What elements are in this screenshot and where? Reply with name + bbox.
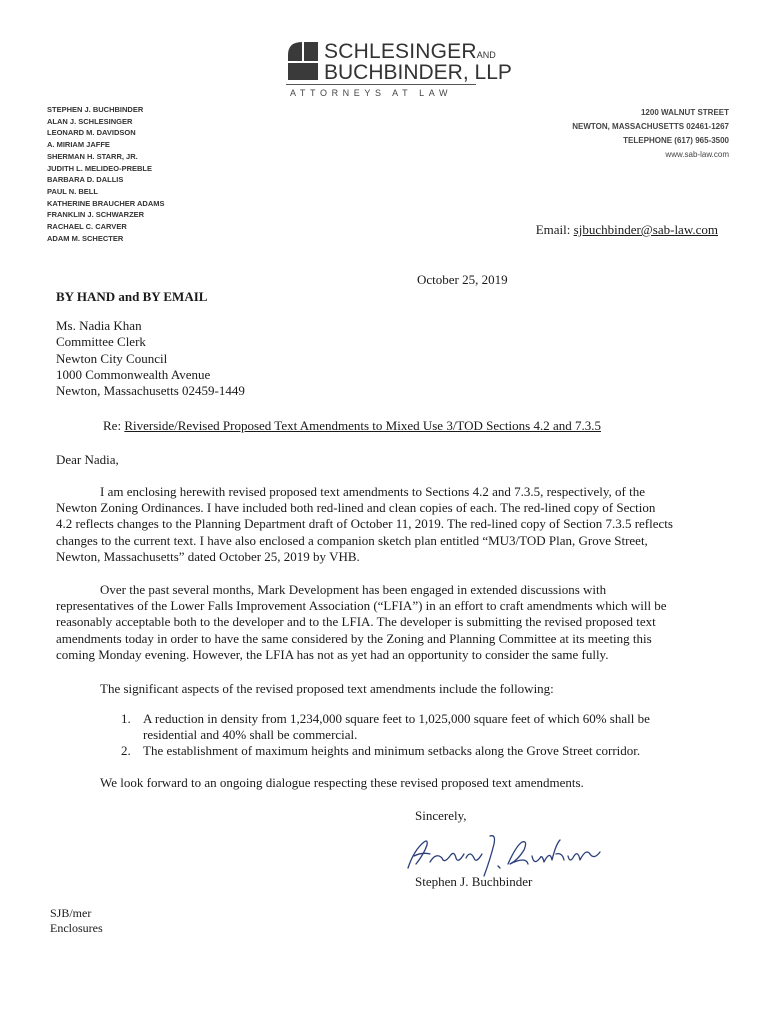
list-item [121, 711, 650, 743]
letter-date: October 25, 2019 [417, 272, 508, 287]
list-item-line: The establishment of maximum heights and minimum setbacks along the Grove Street corridor. [143, 743, 641, 759]
firm-tagline: ATTORNEYS AT LAW [290, 88, 453, 98]
paragraph-line: 4.2 reflects changes to the Planning Department draft of October 11, 2019. The red-lined copy of Section 7.3.5 reflects [56, 516, 673, 532]
firm-telephone: TELEPHONE (617) 965-3500 [623, 136, 729, 145]
attorney-name: LEONARD M. DAVIDSON [47, 128, 136, 138]
attorney-name: STEPHEN J. BUCHBINDER [47, 105, 144, 114]
list-number: 2. [121, 743, 131, 759]
list-number: 1. [121, 711, 131, 726]
body-paragraph-1 [56, 484, 716, 565]
attorney-name: JUDITH L. MELIDEO-PREBLE [47, 163, 153, 173]
handwritten-signature [400, 830, 605, 878]
attorney-name: FRANKLIN J. SCHWARZER [47, 210, 145, 220]
paragraph-line: Newton, Massachusetts” dated October 25, 2019 by VHB. [56, 548, 360, 564]
closing: Sincerely, [415, 808, 467, 823]
paragraph-line: coming Monday evening. However, the LFIA has not as yet had an opportunity to consider the same fully. [56, 646, 609, 662]
subject-label: Re: [103, 418, 122, 433]
firm-address-block [572, 106, 729, 162]
body-paragraph-3: The significant aspects of the revised proposed text amendments include the following: [100, 681, 554, 696]
paragraph-line: amendments today in order to have the same considered by the Zoning and Planning Committee at its meeting this [56, 630, 652, 646]
signer-name: Stephen J. Buchbinder [415, 874, 533, 889]
recipient-line: Newton, Massachusetts 02459-1449 [56, 383, 245, 399]
paragraph-line: I am enclosing herewith revised proposed text amendments to Sections 4.2 and 7.3.5, respectively, of the [100, 484, 646, 499]
email-link[interactable]: sjbuchbinder@sab-law.com [573, 222, 718, 237]
paragraph-line: changes to the current text. I have also enclosed a companion sketch plan entitled “MU3/TOD Plan, Grove Street, [56, 532, 648, 548]
body-paragraph-4: We look forward to an ongoing dialogue respecting these revised proposed text amendments. [100, 775, 584, 790]
typist-initials: SJB/mer [50, 906, 92, 920]
firm-logo-mark [286, 39, 320, 81]
reference-initials [50, 906, 103, 936]
firm-website[interactable]: www.sab-law.com [665, 150, 729, 159]
recipient-line: Newton City Council [56, 350, 168, 366]
attorney-name: BARBARA D. DALLIS [47, 175, 124, 185]
recipient-address [56, 318, 245, 399]
firm-street: 1200 WALNUT STREET [640, 108, 729, 117]
attorney-name: SHERMAN H. STARR, JR. [47, 151, 138, 161]
list-item-line: residential and 40% shall be commercial. [143, 727, 358, 743]
recipient-line: Ms. Nadia Khan [56, 318, 142, 333]
paragraph-line: reasonably acceptable both to the developer and to the LFIA. The developer is submitting the revised proposed text [56, 614, 656, 630]
attorney-name: ALAN J. SCHLESINGER [47, 116, 133, 126]
paragraph-line: Newton Zoning Ordinances. I have included both red-lined and clean copies of each. The red-lined copy of Section [56, 500, 656, 516]
logo-divider [286, 84, 476, 85]
recipient-line: Committee Clerk [56, 334, 146, 350]
attorney-name: PAUL N. BELL [47, 186, 98, 196]
body-paragraph-2 [56, 582, 716, 663]
firm-name-line1: SCHLESINGERAND [324, 40, 496, 63]
list-item [121, 743, 650, 759]
sender-email [536, 222, 718, 238]
paragraph-line: representatives of the Lower Falls Improvement Association (“LFIA”) in an effort to craft amendments which will be [56, 598, 667, 614]
recipient-line: 1000 Commonwealth Avenue [56, 366, 211, 382]
paragraph-line: Over the past several months, Mark Development has been engaged in extended discussions with [100, 582, 607, 597]
attorney-name: RACHAEL C. CARVER [47, 222, 127, 232]
firm-city: NEWTON, MASSACHUSETTS 02461-1267 [572, 122, 729, 131]
attorney-name: ADAM M. SCHECTER [47, 233, 124, 243]
subject-line [103, 418, 601, 434]
amendments-list [121, 711, 650, 760]
delivery-method: BY HAND and BY EMAIL [56, 289, 208, 304]
attorney-list [47, 104, 165, 244]
attorney-name: A. MIRIAM JAFFE [47, 140, 110, 150]
email-label: Email: [535, 222, 571, 237]
salutation: Dear Nadia, [56, 452, 119, 467]
enclosures-note: Enclosures [50, 921, 103, 935]
list-item-line: A reduction in density from 1,234,000 square feet to 1,025,000 square feet of which 60% shall be [143, 711, 650, 726]
firm-name-line2: BUCHBINDER, LLP [324, 61, 512, 84]
subject-text: Riverside/Revised Proposed Text Amendments to Mixed Use 3/TOD Sections 4.2 and 7.3.5 [124, 418, 601, 433]
firm-name-and: AND [476, 50, 496, 60]
attorney-name: KATHERINE BRAUCHER ADAMS [47, 198, 165, 208]
